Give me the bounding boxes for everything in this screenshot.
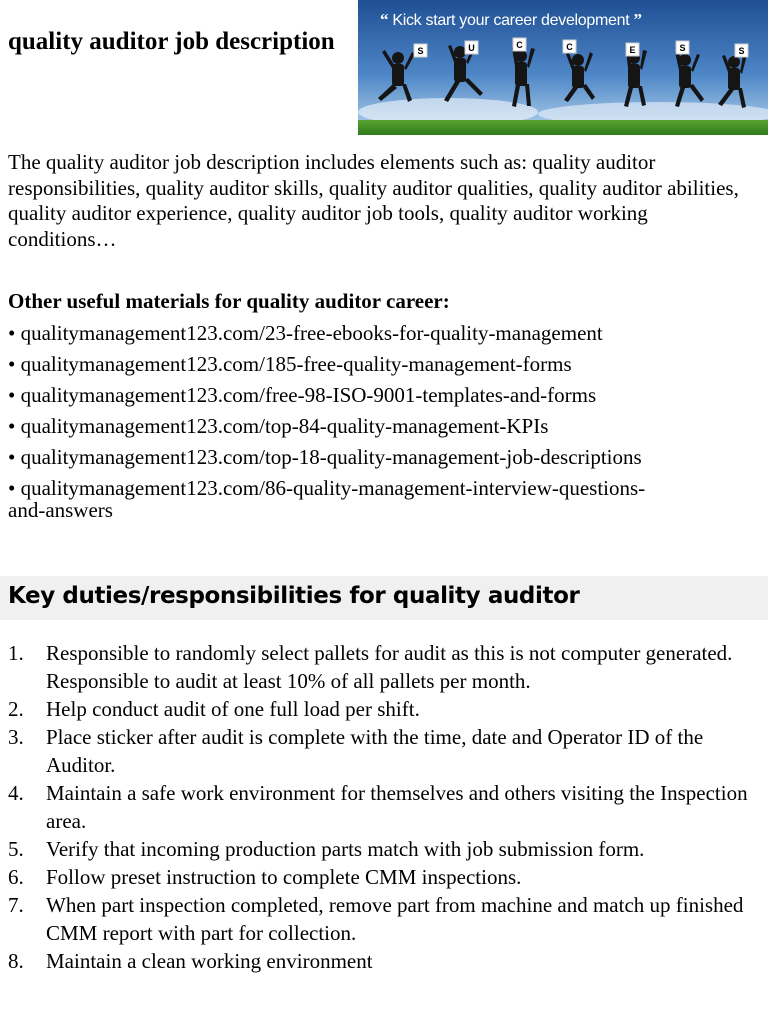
list-item	[8, 695, 760, 723]
list-item[interactable]	[8, 473, 760, 523]
duties-heading: Key duties/responsibilities for quality auditor	[8, 583, 580, 609]
material-link[interactable]: qualitymanagement123.com/86-quality-management-interview-questions-	[20, 476, 646, 500]
item-number: 3.	[8, 725, 24, 749]
list-item	[8, 947, 760, 975]
material-link[interactable]: qualitymanagement123.com/23-free-ebooks-for-quality-management	[20, 321, 603, 345]
duty-text: Follow preset instruction to complete CMM inspections.	[46, 865, 522, 889]
bullet: •	[8, 321, 16, 345]
svg-text:C: C	[516, 40, 523, 50]
list-item	[8, 723, 760, 779]
list-item[interactable]	[8, 411, 760, 442]
bullet: •	[8, 414, 16, 438]
materials-link-list	[8, 318, 760, 523]
career-banner-image	[358, 0, 768, 135]
list-item	[8, 835, 760, 863]
page-title: quality auditor job description	[8, 28, 335, 55]
banner-quote-text: Kick start your career development	[392, 12, 630, 29]
material-link[interactable]: qualitymanagement123.com/185-free-quality-management-forms	[20, 352, 572, 376]
item-number: 5.	[8, 837, 24, 861]
materials-heading: Other useful materials for quality auditor career:	[8, 289, 450, 313]
svg-text:S: S	[738, 46, 745, 56]
item-number: 2.	[8, 697, 24, 721]
item-number: 6.	[8, 865, 24, 889]
banner-quote	[380, 10, 642, 30]
svg-text:E: E	[629, 45, 636, 55]
duties-list	[8, 639, 760, 975]
list-item	[8, 639, 760, 695]
list-item[interactable]	[8, 380, 760, 411]
banner-open-quote: “	[380, 10, 389, 29]
list-item	[8, 891, 760, 947]
duty-text: Help conduct audit of one full load per shift.	[46, 697, 420, 721]
svg-text:S: S	[417, 46, 424, 56]
list-item[interactable]	[8, 349, 760, 380]
material-link[interactable]: qualitymanagement123.com/top-18-quality-management-job-descriptions	[20, 445, 642, 469]
bullet: •	[8, 352, 16, 376]
svg-text:S: S	[679, 43, 686, 53]
bullet: •	[8, 383, 16, 407]
duty-text: Maintain a safe work environment for themselves and others visiting the Inspection area.	[46, 781, 748, 833]
duty-text: Verify that incoming production parts match with job submission form.	[46, 837, 645, 861]
material-link[interactable]: qualitymanagement123.com/top-84-quality-management-KPIs	[20, 414, 549, 438]
intro-paragraph: The quality auditor job description includes elements such as: quality auditor responsibilities, quality auditor skills, quality auditor qualities, quality auditor abilities, quality auditor experience, quality auditor job tools, quality auditor working conditions…	[8, 150, 739, 251]
item-number: 1.	[8, 641, 24, 665]
list-item[interactable]	[8, 318, 760, 349]
item-number: 8.	[8, 949, 24, 973]
list-item[interactable]	[8, 442, 760, 473]
duties-section-header	[0, 576, 768, 620]
bullet: •	[8, 476, 16, 500]
list-item	[8, 863, 760, 891]
banner-close-quote: ”	[633, 10, 642, 29]
item-number: 7.	[8, 893, 24, 917]
svg-text:C: C	[566, 42, 573, 52]
list-item	[8, 779, 760, 835]
duty-text: When part inspection completed, remove part from machine and match up finished CMM report with part for collection.	[46, 893, 744, 945]
item-number: 4.	[8, 781, 24, 805]
duty-text: Place sticker after audit is complete with the time, date and Operator ID of the Auditor.	[46, 725, 704, 777]
bullet: •	[8, 445, 16, 469]
svg-text:U: U	[468, 43, 475, 53]
material-link-continuation[interactable]: and-answers	[8, 498, 113, 522]
duty-text: Responsible to randomly select pallets for audit as this is not computer generated. Responsible to audit at least 10% of all pallets per month.	[46, 641, 733, 693]
material-link[interactable]: qualitymanagement123.com/free-98-ISO-9001-templates-and-forms	[20, 383, 597, 407]
duty-text: Maintain a clean working environment	[46, 949, 373, 973]
